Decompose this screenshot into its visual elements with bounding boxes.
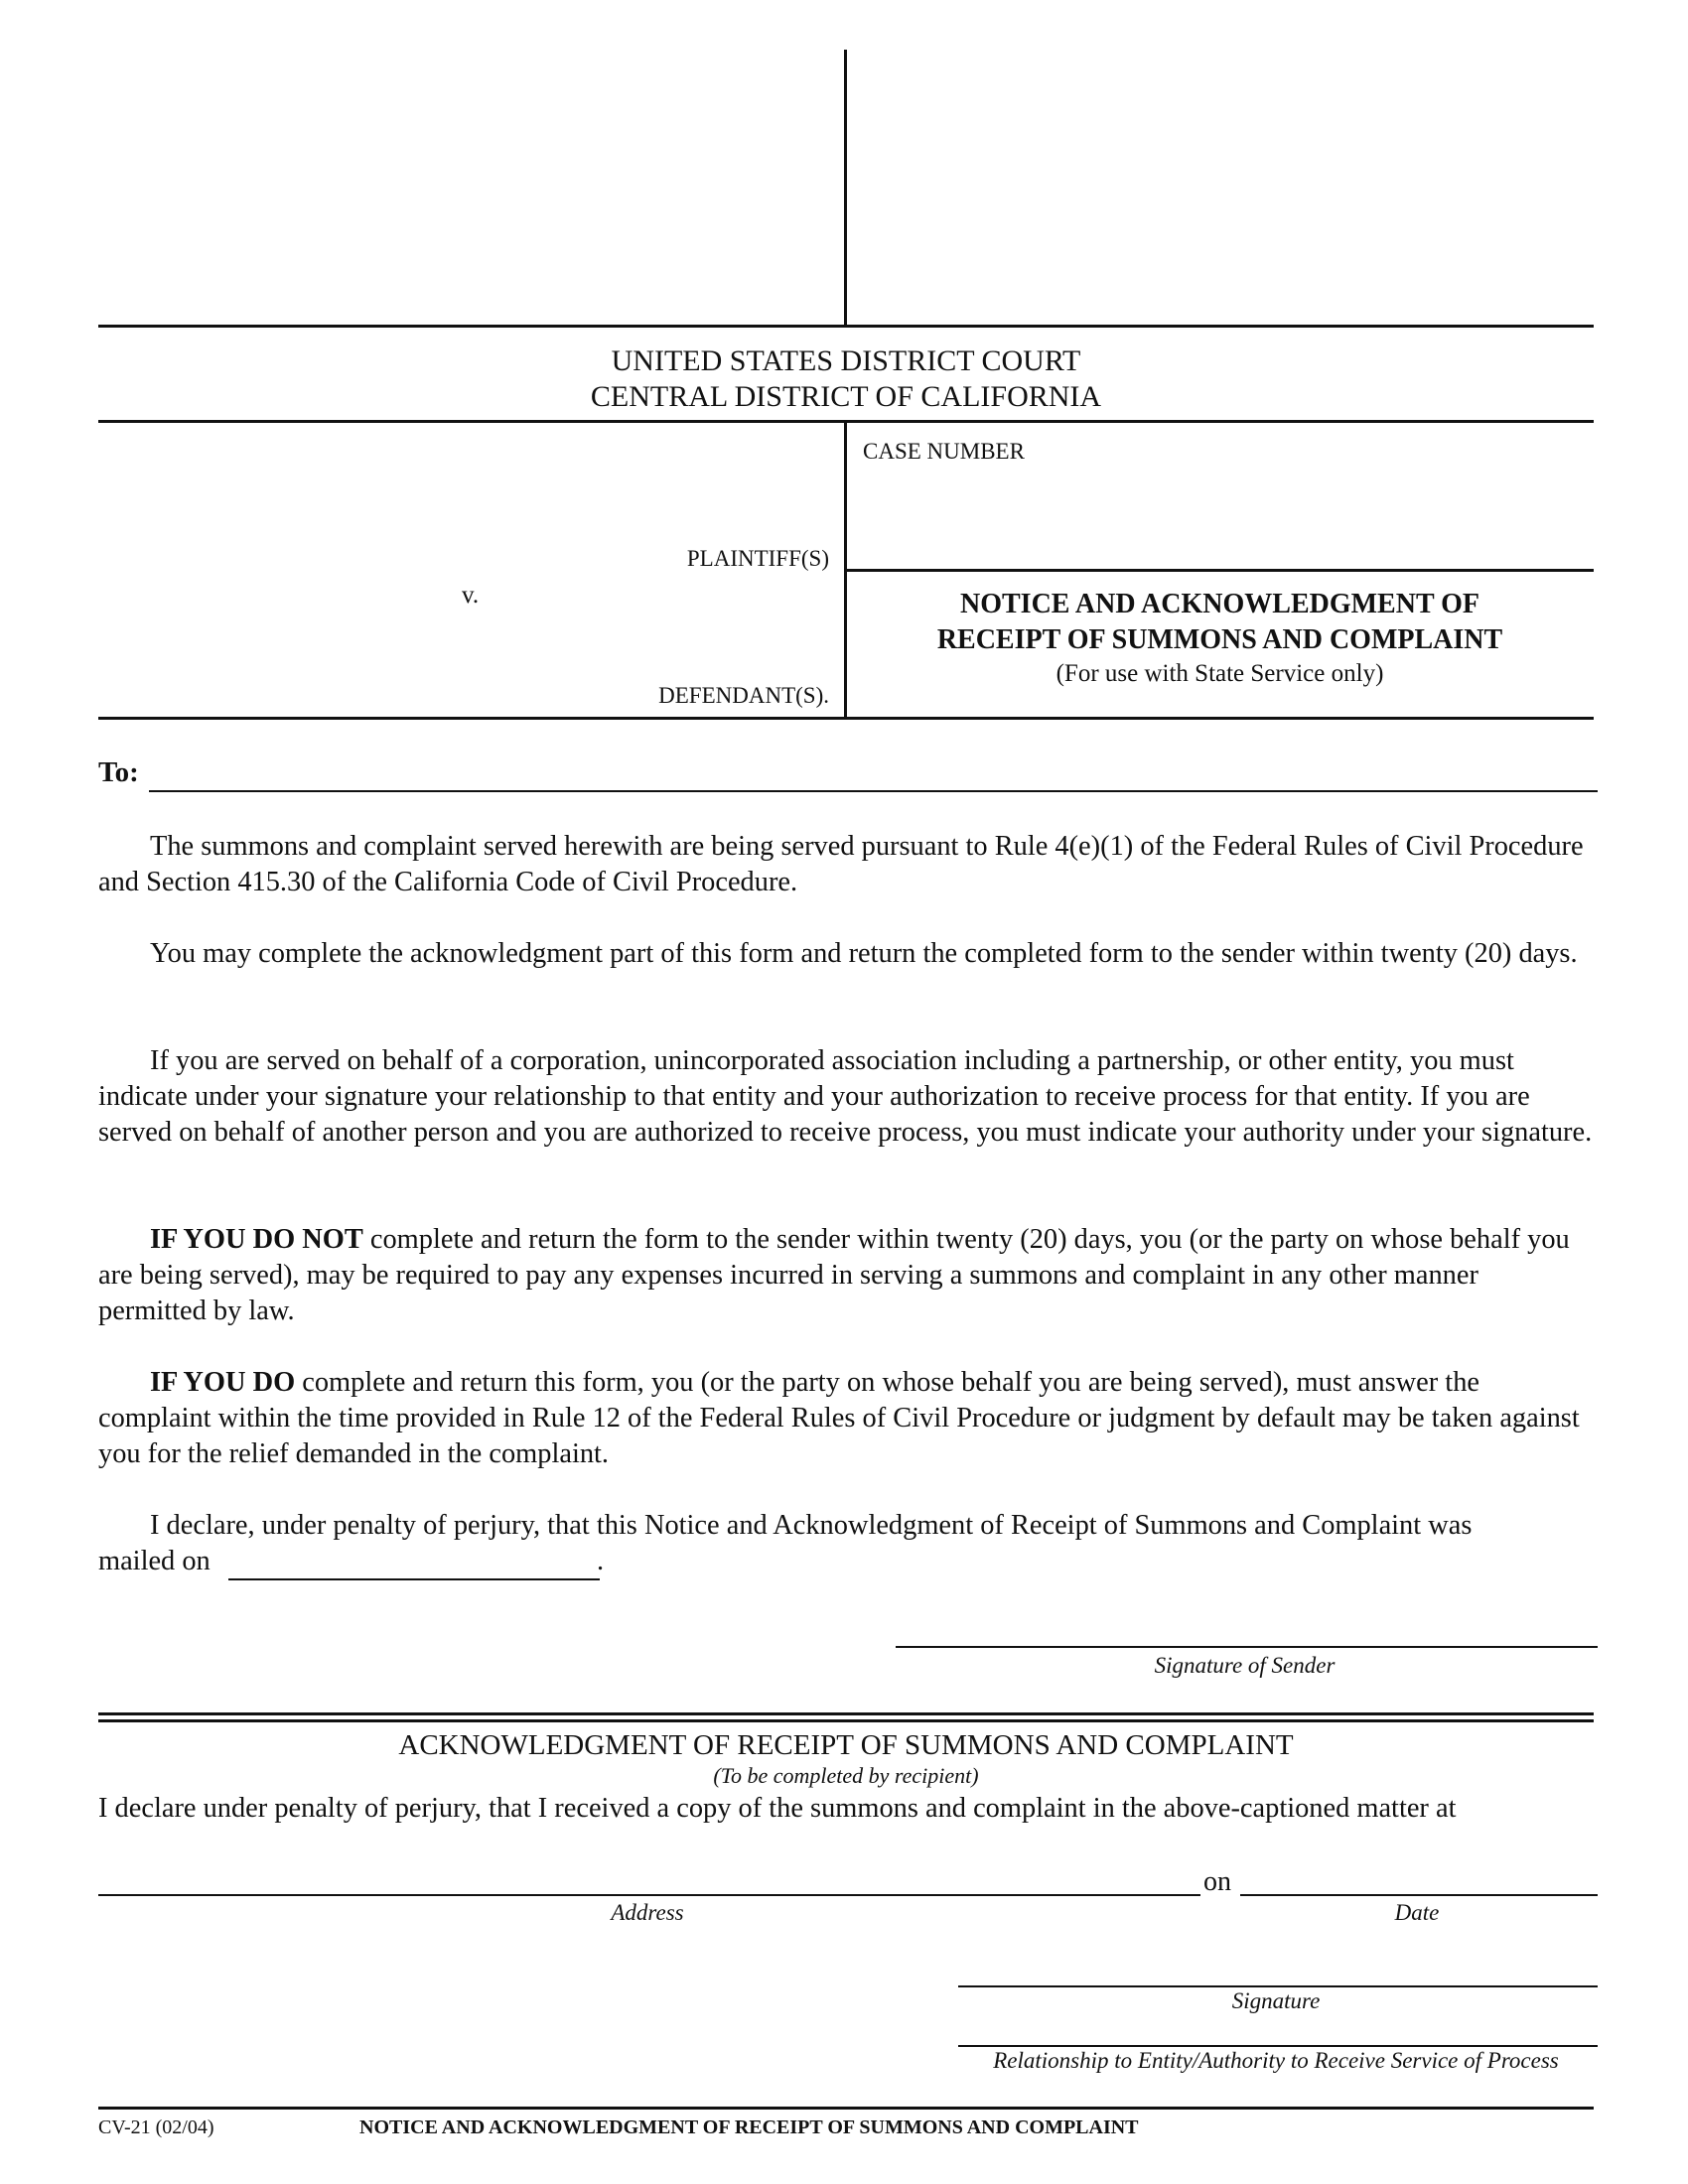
case-number-label: CASE NUMBER	[863, 439, 1025, 464]
date-field[interactable]	[1240, 1858, 1598, 1896]
acknowledgment-subtitle: (To be completed by recipient)	[713, 1763, 979, 1788]
paragraph-rule-citation	[98, 829, 1593, 900]
paragraph-entity-service-text: If you are served on behalf of a corporation, unincorporated association including a partnership, or other entity, you must indicate under your signature your relationship to that entity and your authorization to receive process for that entity. If you are served on behalf of another person and you are authorized to receive process, you must indicate your authority under your signature.	[98, 1045, 1593, 1148]
address-field[interactable]	[98, 1858, 1200, 1896]
paragraph-if-do-lead: IF YOU DO	[150, 1367, 296, 1398]
footer-title: NOTICE AND ACKNOWLEDGMENT OF RECEIPT OF SUMMONS AND COMPLAINT	[359, 2116, 1139, 2138]
paragraph-if-not-text: complete and return the form to the sender within twenty (20) days, you (or the party on whose behalf you are being served), may be required to pay any expenses incurred in serving a summons and complaint in any other manner permitted by law.	[98, 1224, 1570, 1326]
recipient-signature-label: Signature	[1231, 1988, 1321, 2013]
paragraph-return-window-text: You may complete the acknowledgment part of this form and return the completed form to the sender within twenty (20) days.	[150, 938, 1578, 969]
case-number-bottom-rule	[846, 569, 1594, 572]
case-number-field[interactable]	[856, 467, 1585, 548]
paragraph-if-do-text: complete and return this form, you (or the party on whose behalf you are being served), must answer the complaint within the time provided in Rule 12 of the Federal Rules of Civil Procedure or judgment by default may be taken against you for the relief demanded in the complaint.	[98, 1367, 1580, 1469]
sender-signature-label: Signature of Sender	[1154, 1653, 1336, 1678]
acknowledgment-declaration: I declare under penalty of perjury, that I received a copy of the summons and complaint in the above-captioned matter at	[98, 1793, 1457, 1824]
address-label: Address	[611, 1900, 684, 1925]
acknowledgment-double-rule-bottom	[98, 1719, 1594, 1722]
form-title-line2: RECEIPT OF SUMMONS AND COMPLAINT	[936, 624, 1503, 655]
paragraph-if-do	[98, 1365, 1593, 1472]
acknowledgment-double-rule-top	[98, 1712, 1594, 1715]
court-header-top-rule	[98, 325, 1594, 328]
paragraph-if-not	[98, 1222, 1593, 1329]
paragraph-declaration	[98, 1508, 1593, 1544]
caption-bottom-rule	[98, 717, 1594, 720]
footer-rule	[98, 2107, 1594, 2110]
to-label: To:	[98, 756, 139, 788]
footer-form-id: CV-21 (02/04)	[98, 2116, 214, 2138]
form-title-line1: NOTICE AND ACKNOWLEDGMENT OF	[960, 589, 1479, 619]
on-label: on	[1203, 1866, 1231, 1897]
date-label: Date	[1394, 1900, 1440, 1925]
acknowledgment-title: ACKNOWLEDGMENT OF RECEIPT OF SUMMONS AND COMPLAINT	[398, 1729, 1294, 1761]
versus-label: v.	[462, 582, 480, 609]
form-subtitle: (For use with State Service only)	[1055, 660, 1384, 687]
mailed-on-period: .	[597, 1546, 605, 1576]
paragraph-entity-service	[98, 1043, 1593, 1151]
relationship-label: Relationship to Entity/Authority to Receive Service of Process	[993, 2048, 1559, 2073]
to-field[interactable]	[149, 752, 1598, 792]
court-name: UNITED STATES DISTRICT COURT	[611, 344, 1081, 377]
court-district: CENTRAL DISTRICT OF CALIFORNIA	[590, 380, 1102, 413]
relationship-field[interactable]	[958, 2009, 1598, 2047]
top-vertical-divider	[844, 50, 847, 326]
paragraph-declaration-text: I declare, under penalty of perjury, that this Notice and Acknowledgment of Receipt of Summons and Complaint was	[150, 1510, 1473, 1541]
defendant-label: DEFENDANT(S).	[658, 683, 829, 708]
paragraph-if-not-lead: IF YOU DO NOT	[150, 1224, 363, 1255]
mailed-on-label: mailed on	[98, 1546, 211, 1576]
paragraph-return-window	[98, 936, 1593, 972]
paragraph-rule-citation-text: The summons and complaint served herewith are being served pursuant to Rule 4(e)(1) of the Federal Rules of Civil Procedure and Section 415.30 of the California Code of Civil Procedure.	[98, 831, 1584, 897]
recipient-signature-field[interactable]	[958, 1950, 1598, 1987]
plaintiff-label: PLAINTIFF(S)	[686, 546, 829, 571]
sender-signature-field[interactable]	[896, 1608, 1598, 1648]
mailed-on-date-field[interactable]	[228, 1543, 600, 1580]
